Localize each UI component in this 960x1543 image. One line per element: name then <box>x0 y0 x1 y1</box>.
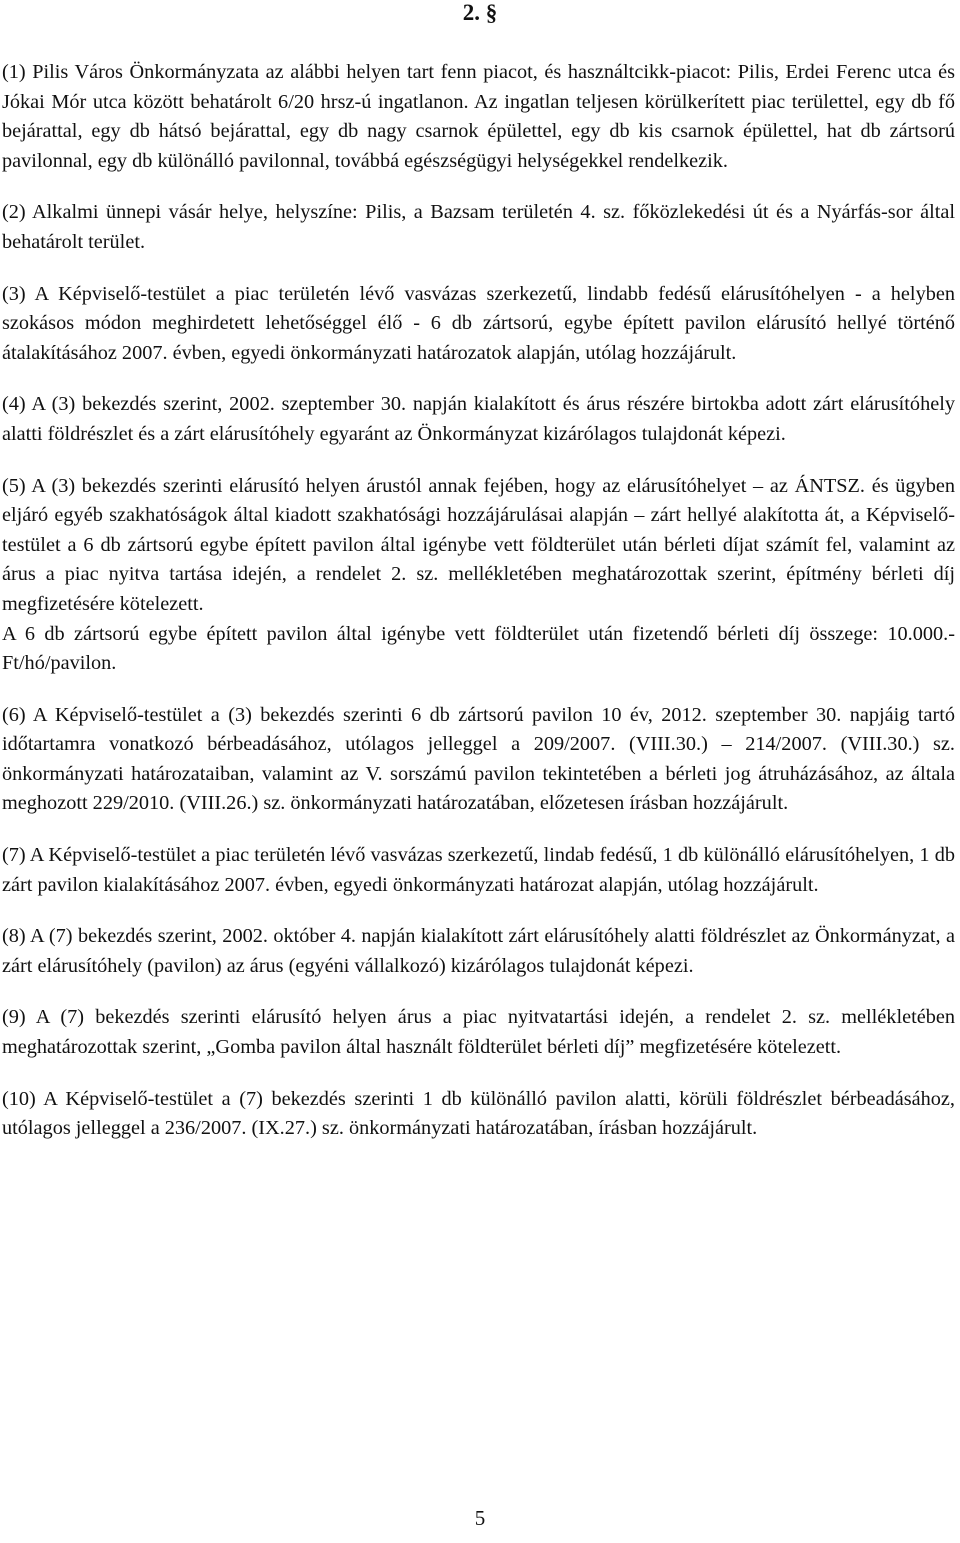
paragraph-6: (6) A Képviselő-testület a (3) bekezdés szerinti 6 db zártsorú pavilon 10 év, 2012. szeptember 30. napjáig tartó időtartamra vonatkozó bérbeadásához, utólagos jelleggel a 209/2007. (VIII.30.) – 214/2007. (VIII.30.) sz. önkormányzati határozataiban, valamint az V. sorszámú pavilon tekintetében a bérleti jog átruházásához, az általa meghozott 229/2010. (VIII.26.) sz. önkormányzati határozatában, előzetesen írásban hozzájárult. <box>2 703 955 815</box>
paragraph-2: (2) Alkalmi ünnepi vásár helye, helyszíne: Pilis, a Bazsam területén 4. sz. főközlekedési út és a Nyárfás-sor által behatárolt terület. <box>2 201 955 253</box>
paragraph-7: (7) A Képviselő-testület a piac területén lévő vasvázas szerkezetű, lindab fedésű, 1 db különálló elárusítóhelyen, 1 db zárt pavilon kialakításához 2007. évben, egyedi önkormányzati határozat alapján, utólag hozzájárult. <box>2 844 955 896</box>
paragraph-1: (1) Pilis Város Önkormányzata az alábbi helyen tart fenn piacot, és használtcikk-piacot: Pilis, Erdei Ferenc utca és Jókai Mór utca között behatárolt 6/20 hrsz-ú ingatlanon. Az ingatlan teljesen körülkerített piac területtel, egy db fő bejárattal, egy db hátsó bejárattal, egy db nagy csarnok épülettel, egy db kis csarnok épülettel, hat db zártsorú pavilonnal, egy db különálló pavilonnal, továbbá egészségügyi helységekkel rendelkezik. <box>2 61 955 172</box>
paragraph-5-fee: A 6 db zártsorú egybe épített pavilon által igénybe vett földterület után fizetendő bérleti díj összege: 10.000.- Ft/hó/pavilon. <box>2 622 955 675</box>
section-heading: 2. § <box>462 0 498 25</box>
document-body <box>2 58 955 1166</box>
paragraph-3: (3) A Képviselő-testület a piac területén lévő vasvázas szerkezetű, lindabb fedésű elárusítóhelyen - a helyben szokásos módon meghirdetett lehetőséggel élő - 6 db zártsorú, egybe épített pavilon elárusító hellyé történő átalakításához 2007. évben, egyedi önkormányzati határozatok alapján, utólag hozzájárult. <box>2 282 955 364</box>
page-number: 5 <box>474 1506 486 1530</box>
paragraph-4: (4) A (3) bekezdés szerint, 2002. szeptember 30. napján kialakított és árus részére birtokba adott zárt elárusítóhely alatti földrészlet és a zárt elárusítóhely egyaránt az Önkormányzat kizárólagos tulajdonát képezi. <box>2 393 955 445</box>
paragraph-5: (5) A (3) bekezdés szerinti elárusító helyen árustól annak fejében, hogy az elárusítóhelyet – az ÁNTSZ. és ügyben eljáró egyéb szakhatóságok által kiadott szakhatósági hozzájárulásai alapján – zárt hellyé alakította át, a Képviselő-testület a 6 db zártsorú egybe épített pavilon által igénybe vett földterület után bérleti díjat számít fel, valamint az árus a piac nyitva tartása idején, a rendelet 2. sz. mellékletében meghatározottak szerint, építmény bérleti díj megfizetésére kötelezett. <box>2 474 955 615</box>
paragraph-10: (10) A Képviselő-testület a (7) bekezdés szerinti 1 db különálló pavilon alatti, körüli földrészlet bérbeadásához, utólagos jelleggel a 236/2007. (IX.27.) sz. önkormányzati határozatában, írásban hozzájárult. <box>2 1087 955 1140</box>
paragraph-8: (8) A (7) bekezdés szerint, 2002. október 4. napján kialakított zárt elárusítóhely alatti földrészlet az Önkormányzat, a zárt elárusítóhely (pavilon) az árus (egyéni vállalkozó) kizárólagos tulajdonát képezi. <box>2 925 955 977</box>
paragraph-9: (9) A (7) bekezdés szerinti elárusító helyen árus a piac nyitvatartási idején, a rendelet 2. sz. mellékletében meghatározottak szerint, „Gomba pavilon által használt földterület bérleti díj” megfizetésére kötelezett. <box>2 1006 955 1059</box>
